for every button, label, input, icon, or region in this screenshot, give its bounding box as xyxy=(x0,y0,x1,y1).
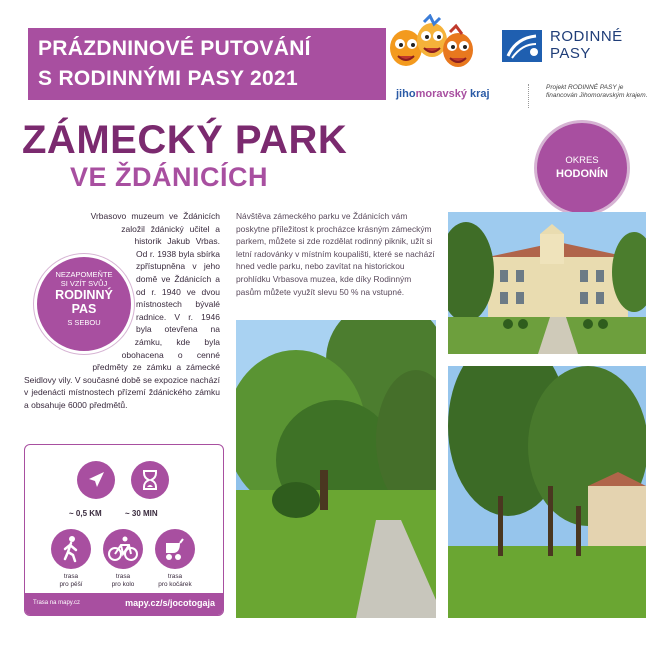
reminder-line-2: SI VZÍT SVŮJ xyxy=(60,279,108,288)
mode-bike-line-2: pro kolo xyxy=(111,581,135,588)
brand-line-2: PASY xyxy=(550,45,591,62)
hourglass-icon xyxy=(131,461,169,499)
region-logo-text xyxy=(396,88,490,100)
region-text-1: jiho xyxy=(396,88,416,100)
project-note: Projekt RODINNÉ PASY je financován Jihomoravským krajem. xyxy=(546,84,648,99)
walking-icon xyxy=(51,529,91,569)
family-pass-logo-icon xyxy=(502,30,542,62)
route-map-link[interactable]: mapy.cz/s/jocotogaja xyxy=(125,598,215,608)
bicycle-icon xyxy=(103,529,143,569)
region-text-3: kraj xyxy=(466,88,490,100)
banner-line-1: PRÁZDNINOVÉ PUTOVÁNÍ xyxy=(38,37,311,60)
park-path-photo xyxy=(236,320,436,618)
park-trees-photo xyxy=(448,366,646,618)
route-info-box xyxy=(24,444,224,616)
mode-walk-line-1: trasa xyxy=(63,573,79,580)
page-subtitle: VE ŽDÁNICÍCH xyxy=(70,162,269,192)
reminder-badge xyxy=(34,254,134,354)
brand-line-1: RODINNÉ xyxy=(550,28,623,45)
mode-bike-line-1: trasa xyxy=(115,573,131,580)
route-source: Trasa na mapy.cz xyxy=(33,600,81,606)
stroller-icon xyxy=(155,529,195,569)
visit-text: Návštěva zámeckého parku ve Ždánicích vám poskytne příležitost k procházce krásným zámeckým parkem, můžete si zde rozdělat rodinný piknik, užít si letní radovánky v místním koupališti, které se nachází hned vedle parku, nebo zavítat na historickou prohlídku Vrbasova muzea, kde díky Rodinným pasům můžete využít slevu 50 % na vstupné. xyxy=(236,211,435,297)
reminder-line-5: S SEBOU xyxy=(67,318,101,327)
divider xyxy=(528,84,529,108)
route-footer xyxy=(25,593,223,615)
history-text: Vrbasovo muzeum ve Ždánicích založil ždánický učitel a historik Jakub Vrbas. Od r. 1938 byla sbírka zpřístupněna v jeho domě ve Ždánicích a od r. 1940 ve dvou místnostech bývalé radnice. V r. 1946 byla otevřena na zámku, kde byla obohacena o cenné předměty ze zámku a zámecké Seidlovy vily. V současné době se expozice nachází v jedenácti místnostech přízemí ždánického zámku a obsahuje 6000 předmětů. xyxy=(24,211,220,410)
chateau-photo xyxy=(448,212,646,354)
region-text-2: moravský xyxy=(415,88,467,100)
page-title: ZÁMECKÝ PARK xyxy=(22,118,348,162)
navigation-icon xyxy=(77,461,115,499)
mode-stroller-line-1: trasa xyxy=(167,573,183,580)
reminder-line-4: PAS xyxy=(71,302,97,316)
reminder-line-1: NEZAPOMEŇTE xyxy=(55,270,113,279)
route-time: ~ 30 MIN xyxy=(125,509,158,518)
route-distance: ~ 0,5 KM xyxy=(69,509,102,518)
banner-line-2: S RODINNÝMI PASY 2021 xyxy=(38,67,298,90)
district-badge xyxy=(534,120,630,216)
brand-name xyxy=(550,28,623,62)
mascots-illustration xyxy=(384,14,480,80)
district-label: OKRES xyxy=(565,155,599,166)
reminder-line-3: RODINNÝ xyxy=(55,288,113,302)
mode-label-bike xyxy=(98,573,148,589)
district-name: HODONÍN xyxy=(556,168,608,180)
mode-label-stroller xyxy=(150,573,200,589)
event-banner xyxy=(28,28,386,100)
mode-walk-line-2: pro pěší xyxy=(59,581,83,588)
mode-stroller-line-2: pro kočárek xyxy=(158,581,192,588)
mode-label-walk xyxy=(46,573,96,589)
